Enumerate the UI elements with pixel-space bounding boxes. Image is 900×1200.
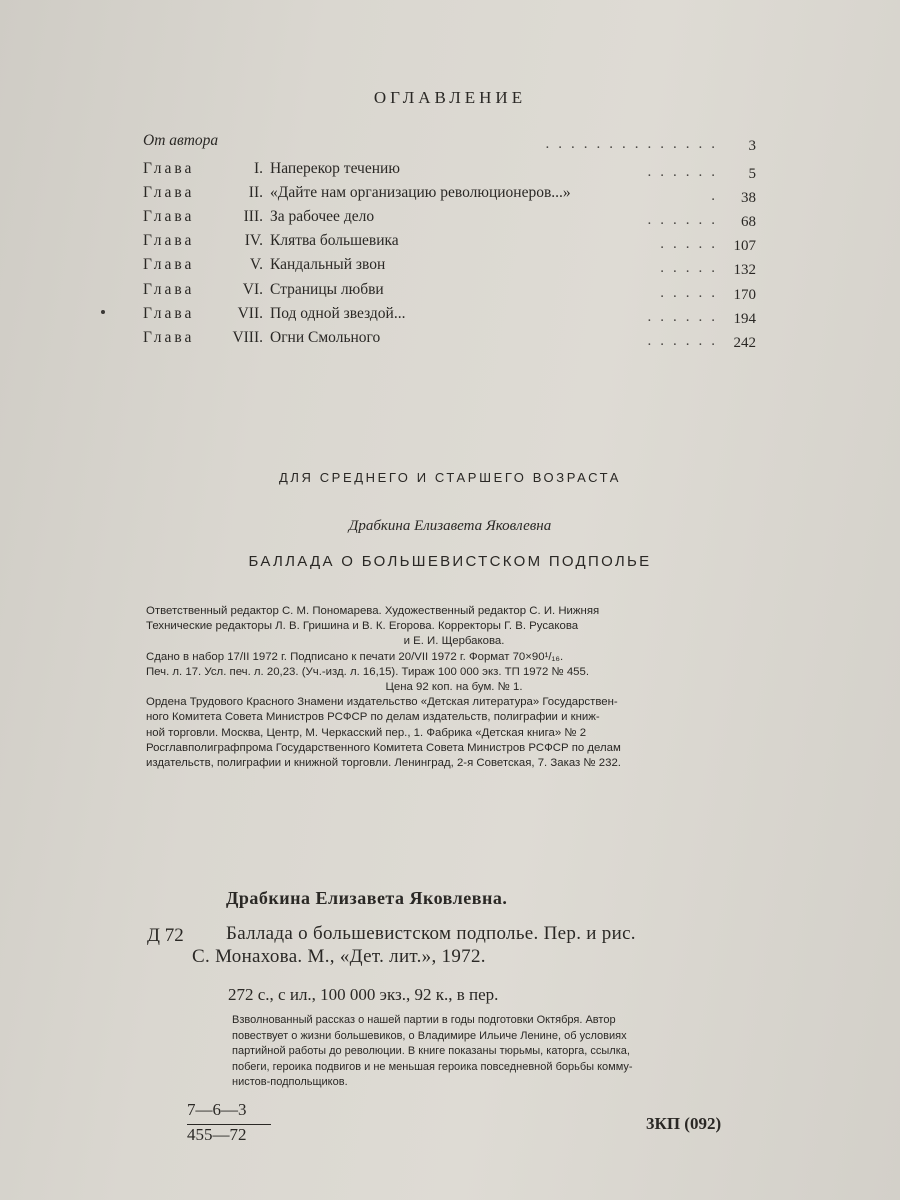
- contents-entry: [143, 232, 760, 256]
- annotation-line: побеги, героика подвигов и не меньшая героика повседневной борьбы комму-: [232, 1060, 633, 1073]
- entry-chapter-number: VI.: [242, 281, 263, 298]
- contents-entry: [143, 329, 760, 353]
- ink-dot: [101, 310, 105, 314]
- entry-page-number: 194: [733, 311, 756, 327]
- entry-lead: Глава: [143, 281, 195, 298]
- imprint-line: Цена 92 коп. на бум. № 1.: [385, 681, 523, 694]
- entry-leader-dots: ......: [647, 309, 724, 325]
- entry-leader-dots: .: [711, 188, 724, 204]
- contents-entry: [143, 132, 760, 156]
- catalog-title-line2: С. Монахова. М., «Дет. лит.», 1972.: [192, 946, 486, 967]
- entry-title: Кандальный звон: [270, 256, 386, 273]
- contents-entry: [143, 305, 760, 329]
- entry-title: Наперекор течению: [270, 160, 400, 177]
- index-top: 7—6—3: [187, 1100, 247, 1119]
- imprint-line: Сдано в набор 17/II 1972 г. Подписано к печати 20/VII 1972 г. Формат 70×90¹/₁₆.: [146, 650, 564, 663]
- imprint-line: и Е. И. Щербакова.: [403, 635, 505, 648]
- imprint-line: Печ. л. 17. Усл. печ. л. 20,23. (Уч.-изд. л. 16,15). Тираж 100 000 экз. ТП 1972 № 455.: [146, 665, 590, 678]
- imprint-line: ного Комитета Совета Министров РСФСР по делам издательств, полиграфии и книж-: [146, 711, 600, 724]
- entry-chapter-number: VII.: [237, 305, 263, 322]
- entry-lead: Глава: [143, 208, 195, 225]
- catalog-title-line1: Баллада о большевистском подполье. Пер. и рис.: [226, 923, 636, 944]
- entry-leader-dots: ......: [647, 164, 724, 180]
- entry-lead: Глава: [143, 329, 195, 346]
- imprint-line: Ответственный редактор С. М. Пономарева. Художественный редактор С. И. Нижняя: [146, 605, 600, 617]
- classification-code: 3КП (092): [646, 1114, 722, 1133]
- imprint-line: ной торговли. Москва, Центр, М. Черкасский пер., 1. Фабрика «Детская книга» № 2: [146, 726, 587, 739]
- contents-heading: ОГЛАВЛЕНИЕ: [373, 88, 527, 107]
- entry-chapter-number: IV.: [244, 232, 263, 249]
- contents-entry: [143, 160, 760, 184]
- entry-page-number: 242: [733, 335, 756, 351]
- entry-title: Под одной звездой...: [270, 305, 406, 322]
- entry-chapter-number: I.: [253, 160, 263, 177]
- entry-title: Клятва большевика: [270, 232, 399, 249]
- entry-chapter-number: II.: [248, 184, 263, 201]
- entry-leader-dots: ......: [647, 333, 724, 349]
- contents-entry: [143, 256, 760, 280]
- contents-entry: [143, 281, 760, 305]
- imprint-title: БАЛЛАДА О БОЛЬШЕВИСТСКОМ ПОДПОЛЬЕ: [248, 553, 652, 570]
- catalog-annotation: [232, 1013, 752, 1091]
- entry-leader-dots: .....: [660, 285, 724, 301]
- catalog-extent: 272 с., с ил., 100 000 экз., 92 к., в пер.: [228, 985, 499, 1004]
- entry-chapter-number: III.: [243, 208, 263, 225]
- age-group-label: ДЛЯ СРЕДНЕГО И СТАРШЕГО ВОЗРАСТА: [278, 470, 622, 485]
- entry-chapter-number: V.: [249, 256, 263, 273]
- entry-page-number: 132: [733, 262, 756, 278]
- imprint-line: издательств, полиграфии и книжной торговли. Ленинград, 2-я Советская, 7. Заказ № 232.: [146, 757, 621, 770]
- entry-title: Огни Смольного: [270, 329, 381, 346]
- entry-title: Страницы любви: [270, 281, 384, 298]
- entry-lead: Глава: [143, 232, 195, 249]
- imprint-line: Технические редакторы Л. В. Гришина и В. К. Егорова. Корректоры Г. В. Русакова: [146, 620, 579, 633]
- entry-leader-dots: ......: [647, 212, 724, 228]
- index-bottom: 455—72: [187, 1125, 247, 1144]
- entry-page-number: 38: [741, 190, 756, 206]
- entry-lead: Глава: [143, 256, 195, 273]
- entry-title: «Дайте нам организацию революционеров...»: [270, 184, 571, 201]
- contents-entry: [143, 208, 760, 232]
- entry-leader-dots: .....: [660, 236, 724, 252]
- imprint-author: Драбкина Елизавета Яковлевна: [348, 518, 552, 534]
- entry-lead: Глава: [143, 184, 195, 201]
- entry-title: За рабочее дело: [270, 208, 375, 225]
- entry-page-number: 107: [733, 238, 756, 254]
- catalog-code: Д 72: [147, 925, 184, 946]
- entry-lead: Глава: [143, 305, 195, 322]
- entry-page-number: 68: [741, 214, 756, 230]
- entry-lead: Глава: [143, 160, 195, 177]
- annotation-line: Взволнованный рассказ о нашей партии в годы подготовки Октября. Автор: [232, 1014, 616, 1026]
- imprint-line: Росглавполиграфпрома Государственного Комитета Совета Министров РСФСР по делам: [146, 741, 621, 754]
- contents-entry: [143, 184, 760, 208]
- entry-page-number: 170: [733, 287, 756, 303]
- entry-leader-dots: .....: [660, 260, 724, 276]
- catalog-author: Драбкина Елизавета Яковлевна.: [226, 888, 508, 908]
- annotation-line: нистов-подпольщиков.: [232, 1076, 348, 1089]
- entry-page-number: 3: [748, 138, 756, 154]
- entry-leader-dots: ..............: [545, 136, 724, 152]
- annotation-line: повествует о жизни большевиков, о Владимире Ильиче Ленине, об условиях: [232, 1029, 627, 1042]
- annotation-line: партийной работы до революции. В книге показаны тюрьмы, каторга, ссылка,: [232, 1045, 630, 1058]
- entry-page-number: 5: [748, 166, 756, 182]
- entry-lead: От автора: [143, 132, 219, 149]
- imprint-line: Ордена Трудового Красного Знамени издательство «Детская литература» Государствен-: [146, 696, 618, 709]
- imprint-details: [146, 604, 762, 771]
- entry-chapter-number: VIII.: [232, 329, 263, 346]
